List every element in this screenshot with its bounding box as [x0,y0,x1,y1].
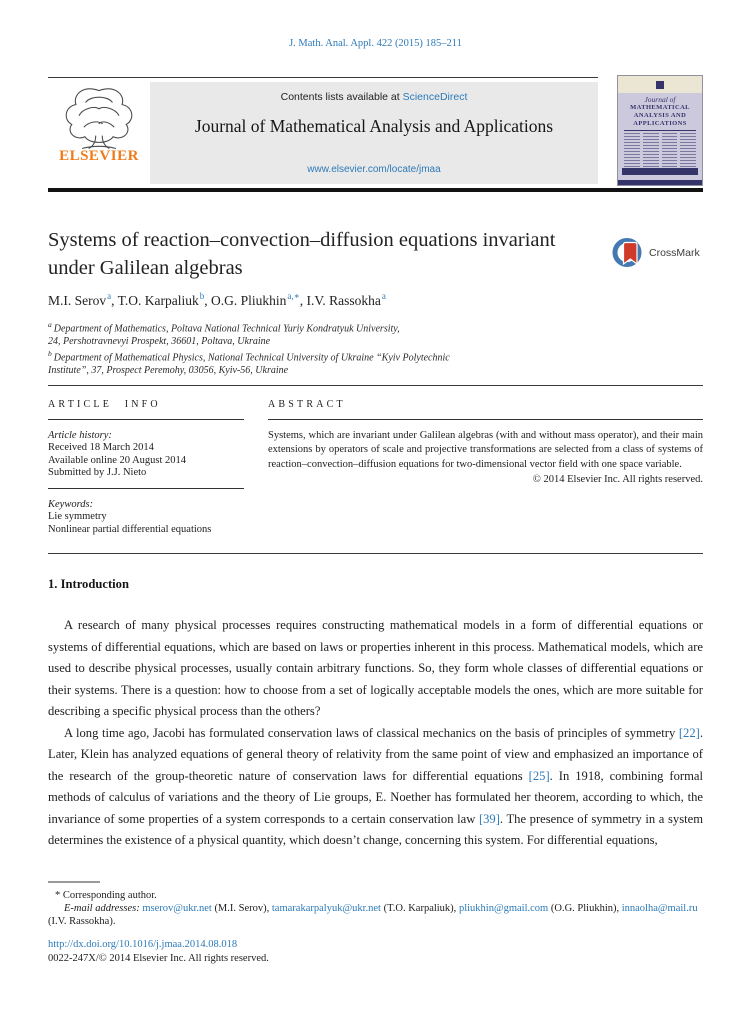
citation-ref[interactable]: [39] [478,811,500,826]
author [118,293,211,308]
section-rule-bottom [48,553,703,554]
journal-banner [48,82,598,184]
corresponding-author-note: * Corresponding author. [55,890,157,901]
author-name: M.I. Serov [48,292,107,308]
author-separator: , [204,292,211,308]
cover-publisher-icon [656,81,664,89]
banner-bottom-rule [48,188,703,192]
doi-link[interactable]: http://dx.doi.org/10.1016/j.jmaa.2014.08.018 [48,939,238,950]
author-affil-sup[interactable]: a [107,291,112,301]
affiliation-sup: a [48,320,52,329]
article-info-rule [48,419,244,420]
abstract-rule [268,419,703,420]
doi-block [48,938,269,965]
author [48,293,118,308]
elsevier-logo [48,82,150,184]
affiliation-line: $^b$ Department of Mathematical Physics, National Technical University of Ukraine “Kyiv Polytechnic [48,349,450,364]
paragraph-text: A long time ago, Jacobi has formulated conservation laws of classical mechanics on the basis of principles of symmetry [64,725,679,740]
author-name: I.V. Rassokha [306,292,381,308]
history-item: Received 18 March 2014 [48,442,154,454]
crossmark-icon [612,236,645,269]
cover-journal-of: Journal of [644,95,676,104]
abstract-text: Systems, which are invariant under Galilean algebras (with and without mass operator), and their main extensions by operators of scale and projective transformations are selected from a class of systems of reaction–convection–diffusion equations for two-dimensional vector field with one space variable. [268,430,703,470]
history-item: Available online 20 August 2014 [48,454,187,466]
footnote-block [48,881,703,929]
history-item: Submitted by J.J. Nieto [48,466,147,478]
cover-editor-column [662,133,678,169]
elsevier-tree-icon [54,84,144,150]
cover-title-line: ANALYSIS AND [633,112,687,119]
journal-url-link[interactable]: www.elsevier.com/locate/jmaa [307,164,441,175]
introduction-heading: 1. Introduction [48,577,129,591]
abstract-heading: ABSTRACT [268,399,346,410]
email-link[interactable]: innaolha@mail.ru [621,903,698,915]
contents-line [150,82,598,103]
abstract-panel [268,399,703,485]
footnote-star: * [55,890,61,901]
cover-editor-column [624,133,640,169]
cover-footer-strip [622,168,698,175]
keywords-rule [48,488,244,489]
keyword-item: Nonlinear partial differential equations [48,523,212,535]
sciencedirect-link[interactable]: ScienceDirect [402,91,468,103]
banner-gray-panel [150,82,598,184]
issn-copyright-line: 0022-247X/© 2014 Elsevier Inc. All rights reserved. [48,952,269,964]
cover-bottom-strip [618,180,702,185]
author-separator: , [111,292,118,308]
header-rule [48,77,598,78]
email-label: E-mail addresses: [64,903,140,915]
article-title-line: Systems of reaction–convection–diffusion equations invariant [48,229,556,251]
article-title [48,227,608,282]
keywords-label: Keywords: [48,499,94,511]
author-list [48,291,648,309]
affiliation-sup: b [48,349,52,359]
keyword-item: Lie symmetry [48,511,107,523]
affiliation-line: $^a$ Department of Mathematics, Poltava National Technical Yuriy Kondratyuk University, [48,320,400,335]
article-history-label: Article history: [48,430,112,441]
cover-editor-column [643,133,659,169]
journal-title: Journal of Mathematical Analysis and Applications [194,116,554,136]
author-affil-sup[interactable]: a [381,291,386,301]
article-title-line: under Galilean algebras [48,256,243,279]
author [307,293,386,308]
citation-ref[interactable]: [22] [678,725,700,740]
contents-prefix: Contents lists available at [280,91,403,103]
email-addresses: E-mail addresses: mserov@ukr.net (M.I. Serov), tamarakarpalyuk@ukr.net (T.O. Karpaliuk), pliukhin@gmail.com (O.G. Pliukhin), innaolha@mail.ru (I.V. Rassokha). [48,903,698,928]
section-rule-top [48,385,703,386]
paragraph-text: . Later, Klein has analyzed equations of general theory of relativity from the same point of view and emphasized an importance of the research of the group-theoretic nature of conservation laws for differential equations [48,725,703,783]
cover-title-line: MATHEMATICAL [630,104,690,111]
affiliation-line: Institute”, 37, Prospect Peremohy, 03056, Kyiv-56, Ukraine [48,365,289,377]
affiliations [48,319,688,378]
author [211,293,307,308]
citation-ref[interactable]: [25] [528,768,550,783]
introduction-section [48,577,703,852]
journal-cover-thumbnail[interactable] [617,75,703,186]
intro-paragraph-1: A research of many physical processes requires constructing mathematical models in a form of differential equations or systems of differential equations, which are based on laws or properties inherent in this process. Mathematical models, which are used to describe physical processes, usually contain arbitrary functions. So, they form whole classes of differential equations or their systems. There is a question: how to choose from a set of logically acceptable models the ones, which are more suitable for describing a specific physical process than the others? [48,618,703,718]
cover-rule [624,130,696,131]
cover-editor-columns [624,133,696,169]
intro-paragraph-2 [48,723,703,852]
footnote-rule [48,881,100,883]
cover-top-band [618,76,702,93]
author-affil-sup[interactable]: a,∗ [287,291,300,301]
author-affil-sup[interactable]: b [199,291,205,301]
elsevier-wordmark: ELSEVIER [59,148,139,164]
affiliation-line: 24, Pershotravnevyi Prospekt, 36601, Poltava, Ukraine [48,335,271,347]
crossmark-badge[interactable] [612,236,700,269]
running-head-citation: J. Math. Anal. Appl. 422 (2015) 185–211 [289,38,462,49]
author-name: O.G. Pliukhin [211,292,287,308]
abstract-copyright: © 2014 Elsevier Inc. All rights reserved. [532,474,703,486]
author-separator: , [299,292,307,308]
crossmark-label: CrossMark [649,246,700,259]
cover-editor-column [680,133,696,169]
article-info-panel [48,399,244,536]
email-link[interactable]: pliukhin@gmail.com [458,903,549,915]
article-info-heading: ARTICLE INFO [48,399,161,410]
author-name: T.O. Karpaliuk [117,292,199,308]
paragraph-text: . In 1918, combining formal methods of calculus of variations and the theory of Lie groups, E. Noether has formulated her theorem, according to which, the invariance of some properties of a system corresponds to a certain conservation law [48,768,703,826]
email-link[interactable]: mserov@ukr.net [142,903,212,915]
paragraph-text: . The presence of symmetry in a system determines the existence of a physical quantity, which doesn’t change, concerning this system. For differential equations, [48,811,703,847]
cover-title-line: APPLICATIONS [633,120,687,127]
email-link[interactable]: tamarakarpalyuk@ukr.net [271,903,381,915]
